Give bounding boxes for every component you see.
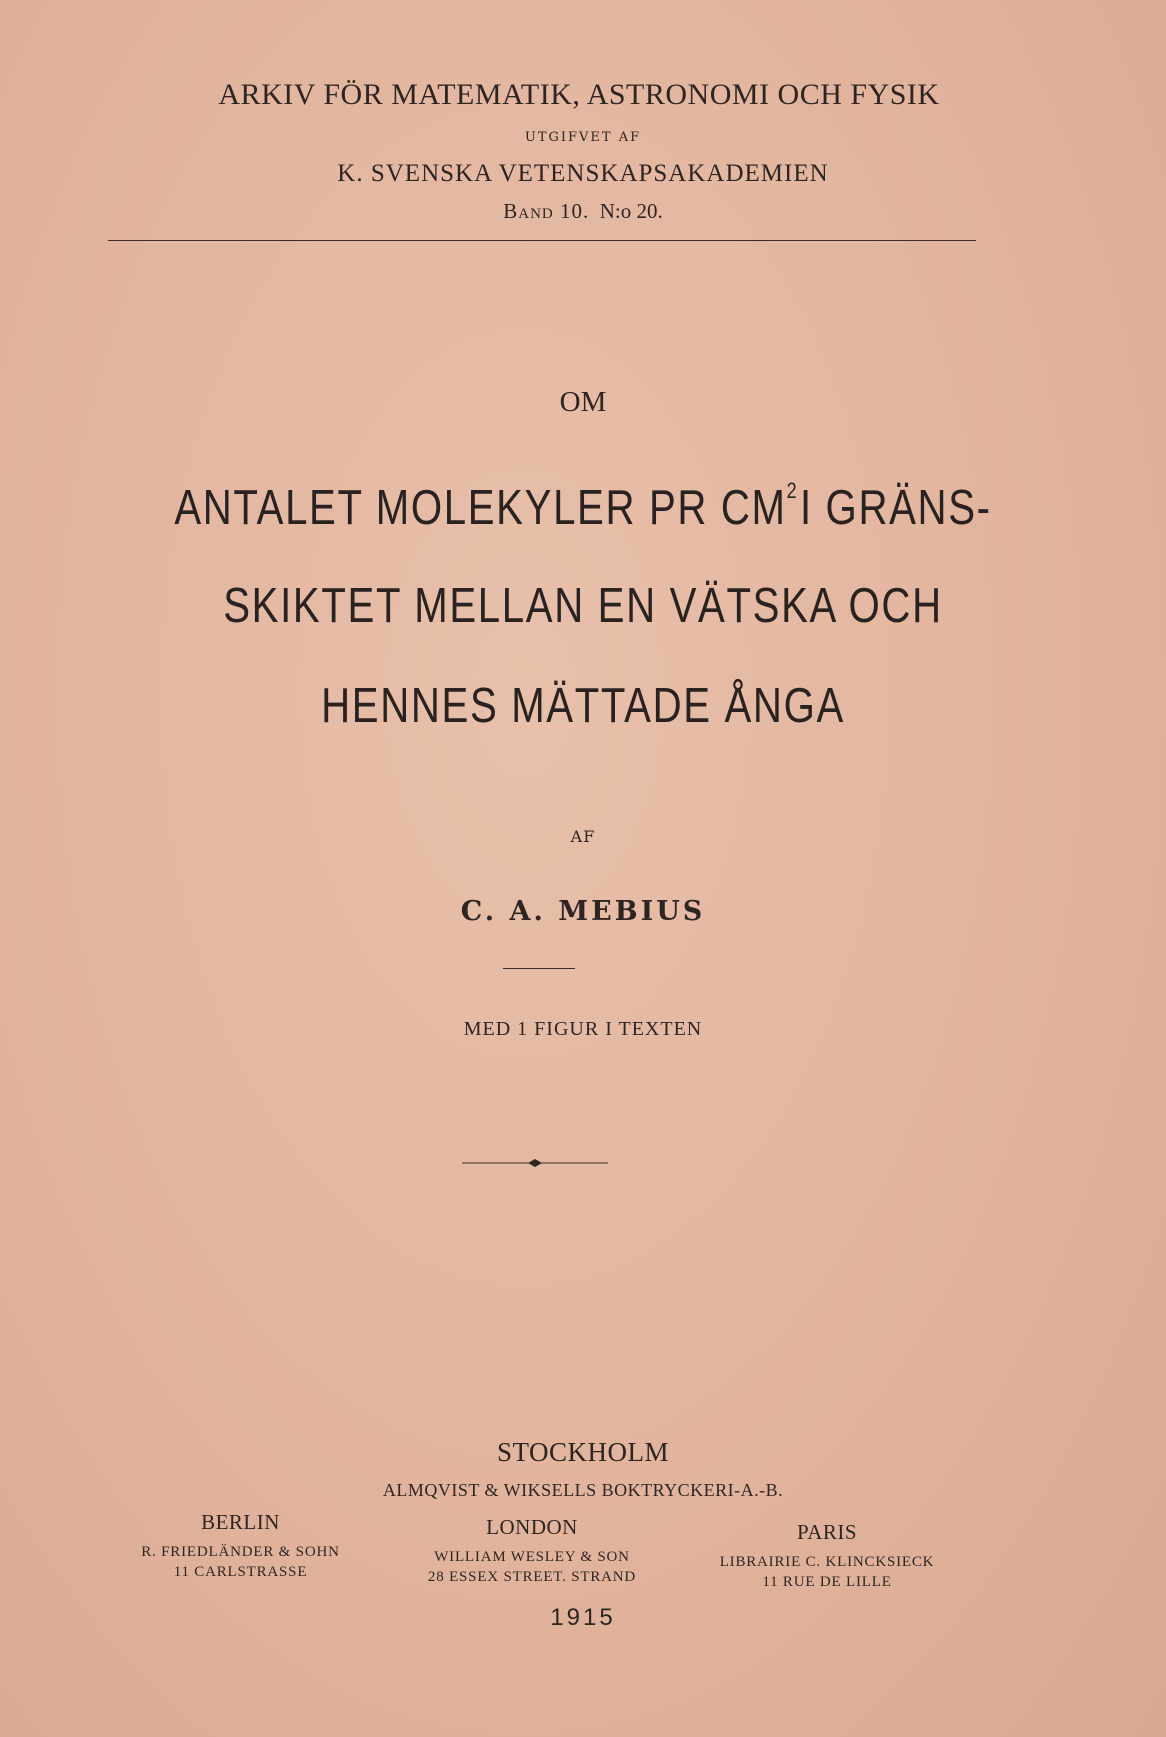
title-line-1-end: I GRÄNS- [799, 481, 992, 535]
agent-city: LONDON [486, 1515, 578, 1539]
volume-label: Band 10. [503, 199, 590, 223]
title-line-1 [105, 478, 1061, 536]
title-superscript: 2 [786, 478, 797, 503]
author-name: C. A. MEBIUS [460, 896, 706, 927]
agent-london [392, 1515, 672, 1586]
author-rule [503, 968, 575, 969]
figure-note: MED 1 FIGUR I TEXTEN [463, 1018, 703, 1040]
agent-firm: WILLIAM WESLEY & SON [434, 1549, 630, 1565]
agent-berlin [108, 1510, 373, 1581]
agent-firm: R. FRIEDLÄNDER & SOHN [141, 1544, 340, 1560]
header-rule [108, 240, 976, 241]
printer-name: ALMQVIST & WIKSELLS BOKTRYCKERI-A.-B. [382, 1480, 784, 1500]
agent-city: BERLIN [201, 1510, 280, 1534]
agent-address: 11 RUE DE LILLE [762, 1574, 892, 1590]
agent-address: 28 ESSEX STREET. STRAND [427, 1569, 637, 1585]
title-preposition: OM [559, 386, 607, 418]
title-line-1-main: ANTALET MOLEKYLER PR CM [174, 481, 787, 535]
title-line-3: HENNES MÄTTADE ÅNGA [321, 679, 845, 733]
diamond-ornament-icon [462, 1157, 608, 1169]
academy-name: K. SVENSKA VETENSKAPSAKADEMIEN [337, 160, 829, 187]
issued-by-label: UTGIFVET AF [524, 130, 642, 145]
imprint-city: STOCKHOLM [496, 1437, 670, 1467]
by-label: AF [570, 827, 596, 846]
agent-firm: LIBRAIRIE C. KLINCKSIECK [719, 1554, 935, 1570]
volume-number [0, 199, 1166, 224]
issue-number: N:o 20. [599, 199, 663, 223]
title-line-2: SKIKTET MELLAN EN VÄTSKA OCH [223, 579, 943, 633]
series-title: ARKIV FÖR MATEMATIK, ASTRONOMI OCH FYSIK [218, 78, 940, 111]
agent-paris [682, 1520, 972, 1591]
agent-city: PARIS [796, 1520, 858, 1544]
publication-year: 1915 [550, 1604, 616, 1631]
agent-address: 11 CARLSTRASSE [173, 1564, 308, 1580]
